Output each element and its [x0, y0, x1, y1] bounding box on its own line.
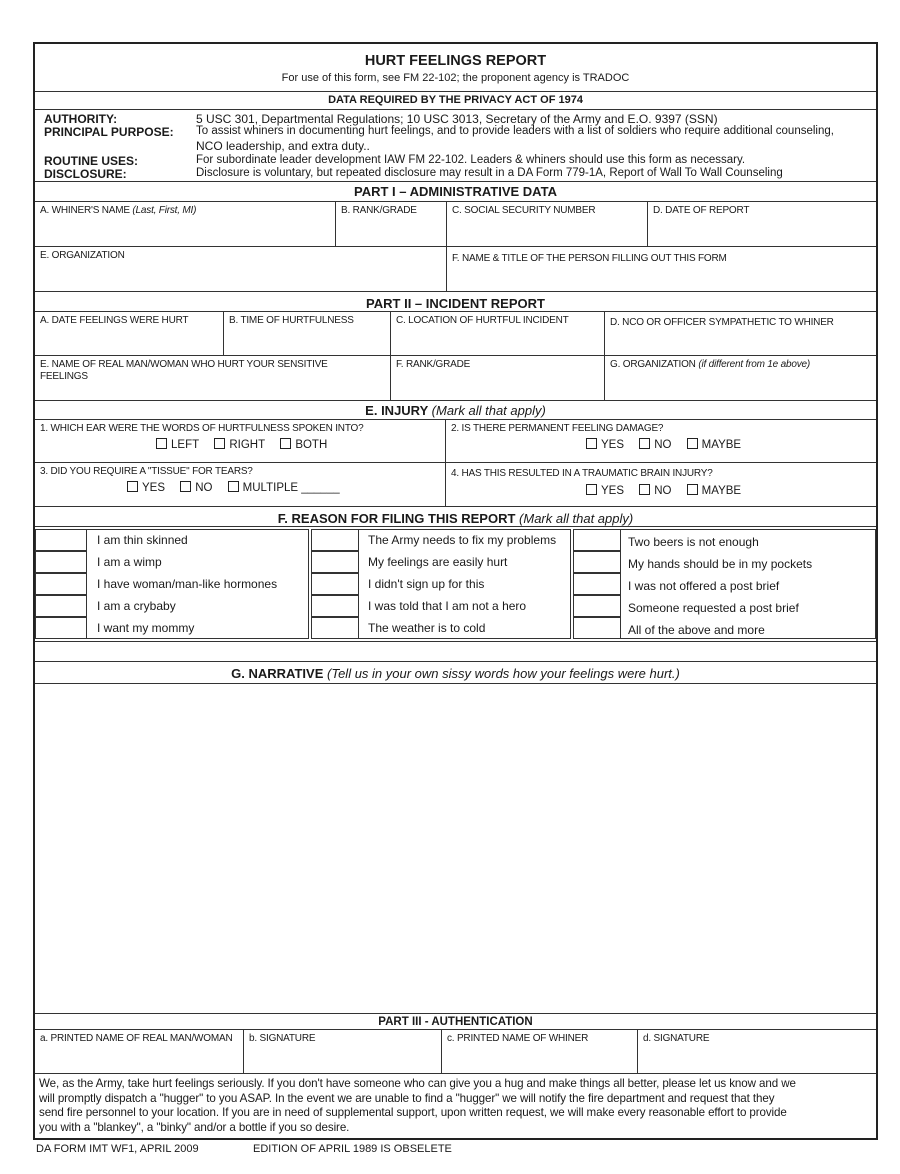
privacy-bar	[35, 92, 876, 110]
question-ear-label: 1. WHICH EAR WERE THE WORDS OF HURTFULNESS SPOKEN INTO?	[40, 423, 364, 434]
question-brain-injury	[445, 463, 876, 506]
tissue-multiple-option[interactable]: MULTIPLE ______	[228, 482, 340, 494]
ear-right-checkbox[interactable]	[214, 438, 225, 449]
disclosure-label: DISCLOSURE:	[44, 167, 127, 181]
ear-both-checkbox[interactable]	[280, 438, 291, 449]
reason-checkbox[interactable]	[573, 551, 621, 573]
reason-checkbox[interactable]	[573, 529, 621, 551]
reason-item: I have woman/man-like hormones	[97, 577, 278, 591]
injury-bar	[35, 401, 876, 420]
part2-row2	[35, 356, 876, 401]
offender-signature-label: b. SIGNATURE	[249, 1033, 316, 1044]
whiner-printed-name-label: c. PRINTED NAME OF WHINER	[447, 1033, 589, 1044]
reason-item: I was told that I am not a hero	[368, 599, 527, 613]
reason-checkbox[interactable]	[573, 617, 621, 639]
form-title: HURT FEELINGS REPORT	[364, 53, 547, 69]
location-field[interactable]	[390, 312, 604, 355]
reasons-spacer	[35, 642, 876, 662]
reason-checkbox[interactable]	[573, 595, 621, 617]
tissue-yes-checkbox[interactable]	[127, 481, 138, 492]
filer-name-title-field[interactable]	[446, 247, 876, 291]
offender-org-field[interactable]	[604, 356, 876, 400]
damage-no-checkbox[interactable]	[639, 438, 650, 449]
offender-name-field[interactable]	[35, 356, 390, 400]
reasons-title: F. REASON FOR FILING THIS REPORT	[277, 511, 516, 526]
offender-rank-label: F. RANK/GRADE	[396, 359, 471, 370]
injury-row1	[35, 420, 876, 463]
tissue-no-checkbox[interactable]	[180, 481, 191, 492]
part1-row2	[35, 247, 876, 292]
part3-bar	[35, 1014, 876, 1030]
closing-line: We, as the Army, take hurt feelings seriously. If you don't have someone who can give you a hug and make things all better, please let us know and we	[39, 1077, 796, 1090]
purpose-text-2: NCO leadership, and extra duty..	[196, 139, 370, 153]
part3-title: PART III - AUTHENTICATION	[378, 1016, 533, 1028]
question-brain-injury-label: 4. HAS THIS RESULTED IN A TRAUMATIC BRAIN INJURY?	[451, 468, 713, 479]
tissue-multiple-checkbox[interactable]	[228, 481, 239, 492]
narrative-hint: (Tell us in your own sissy words how your feelings were hurt.)	[327, 666, 680, 681]
reason-item: All of the above and more	[628, 623, 765, 637]
damage-yes-option[interactable]: YES	[586, 439, 624, 451]
reason-checkbox[interactable]	[311, 529, 359, 551]
narrative-title: G. NARRATIVE	[231, 666, 324, 681]
whiner-signature-field[interactable]	[637, 1030, 876, 1073]
reason-checkbox[interactable]	[35, 595, 87, 617]
damage-maybe-option[interactable]: MAYBE	[687, 439, 741, 451]
whiner-name-hint: (Last, First, MI)	[132, 205, 197, 216]
question-tissue-label: 3. DID YOU REQUIRE A "TISSUE" FOR TEARS?	[40, 466, 253, 477]
filer-name-title-label: F. NAME & TITLE OF THE PERSON FILLING OUT THIS FORM	[452, 253, 727, 264]
damage-maybe-checkbox[interactable]	[687, 438, 698, 449]
ear-both-option[interactable]: BOTH	[280, 439, 327, 451]
brain-no-option[interactable]: NO	[639, 485, 671, 497]
edition-note: EDITION OF APRIL 1989 IS OBSELETE	[253, 1143, 452, 1155]
reason-item: I didn't sign up for this	[368, 577, 485, 591]
whiner-printed-name-field[interactable]	[441, 1030, 637, 1073]
brain-maybe-option[interactable]: MAYBE	[687, 485, 741, 497]
question-damage	[445, 420, 876, 462]
part1-bar	[35, 182, 876, 202]
offender-printed-name-label: a. PRINTED NAME OF REAL MAN/WOMAN	[40, 1033, 233, 1044]
ear-right-option[interactable]: RIGHT	[214, 439, 265, 451]
whiner-name-label: A. WHINER'S NAME	[40, 205, 130, 216]
question-ear	[35, 420, 445, 462]
offender-org-label: G. ORGANIZATION	[610, 359, 696, 370]
reason-item: I am a crybaby	[97, 599, 176, 613]
reason-checkbox[interactable]	[35, 573, 87, 595]
part2-row1	[35, 312, 876, 356]
rank-grade-label: B. RANK/GRADE	[341, 205, 417, 216]
reason-checkbox[interactable]	[311, 551, 359, 573]
routine-text: For subordinate leader development IAW FM 22-102. Leaders & whiners should use this form as necessary.	[196, 154, 746, 166]
reason-checkbox[interactable]	[35, 551, 87, 573]
whiner-name-field[interactable]	[35, 202, 335, 246]
form-subtitle: For use of this form, see FM 22-102; the proponent agency is TRADOC	[281, 72, 630, 84]
reason-checkbox[interactable]	[311, 595, 359, 617]
date-hurt-label: A. DATE FEELINGS WERE HURT	[40, 315, 189, 326]
damage-yes-checkbox[interactable]	[586, 438, 597, 449]
part1-row1	[35, 202, 876, 247]
reason-item: Two beers is not enough	[628, 535, 759, 549]
date-hurt-field[interactable]	[35, 312, 223, 355]
tissue-yes-option[interactable]: YES	[127, 482, 165, 494]
privacy-bar-title: DATA REQUIRED BY THE PRIVACY ACT OF 1974	[328, 94, 583, 106]
injury-title: E. INJURY	[365, 403, 429, 418]
time-hurt-field[interactable]	[223, 312, 390, 355]
sympathetic-nco-field[interactable]	[604, 312, 876, 355]
reasons-grid	[35, 527, 876, 642]
reason-item: I am thin skinned	[97, 533, 188, 547]
reason-checkbox[interactable]	[311, 617, 359, 639]
ssn-field[interactable]	[446, 202, 647, 246]
ear-left-option[interactable]: LEFT	[156, 439, 199, 451]
sympathetic-nco-label: D. NCO OR OFFICER SYMPATHETIC TO WHINER	[610, 317, 834, 328]
question-damage-label: 2. IS THERE PERMANENT FEELING DAMAGE?	[451, 423, 664, 434]
closing-line: will promptly dispatch a "hugger" to you ASAP. In the event we are unable to find a "hugger" we will notify the fire department and request that they	[39, 1091, 775, 1105]
offender-signature-field[interactable]	[243, 1030, 441, 1073]
offender-printed-name-field[interactable]	[35, 1030, 243, 1073]
purpose-label: PRINCIPAL PURPOSE:	[44, 125, 174, 139]
hurt-feelings-form	[33, 42, 878, 1140]
part1-title: PART I – ADMINISTRATIVE DATA	[354, 184, 557, 199]
authority-label: AUTHORITY:	[44, 112, 118, 126]
part2-title: PART II – INCIDENT REPORT	[366, 296, 545, 311]
form-id: DA FORM IMT WF1, APRIL 2009	[36, 1143, 199, 1155]
tissue-no-option[interactable]: NO	[180, 482, 212, 494]
offender-name-label: E. NAME OF REAL MAN/WOMAN WHO HURT YOUR SENSITIVE FEELINGS	[40, 359, 328, 382]
form-header	[35, 44, 876, 92]
disclosure-text: Disclosure is voluntary, but repeated disclosure may result in a DA Form 779-1A, Report of Wall To Wall Counseling	[196, 167, 783, 179]
offender-org-hint: (if different from 1e above)	[698, 359, 810, 370]
brain-yes-checkbox[interactable]	[586, 484, 597, 495]
location-label: C. LOCATION OF HURTFUL INCIDENT	[396, 315, 569, 326]
reasons-bar	[35, 507, 876, 527]
brain-no-checkbox[interactable]	[639, 484, 650, 495]
narrative-bar	[35, 662, 876, 684]
part3-row	[35, 1030, 876, 1074]
reason-item: The weather is to cold	[368, 621, 486, 635]
reason-item: I want my mommy	[97, 621, 195, 635]
damage-no-option[interactable]: NO	[639, 439, 671, 451]
reason-item: I am a wimp	[97, 555, 162, 569]
offender-rank-field[interactable]	[390, 356, 604, 400]
injury-row2	[35, 463, 876, 507]
report-date-field[interactable]	[647, 202, 876, 246]
question-tissue	[35, 463, 445, 506]
organization-field[interactable]	[35, 247, 446, 291]
routine-label: ROUTINE USES:	[44, 154, 139, 168]
injury-hint: (Mark all that apply)	[431, 403, 546, 418]
ear-left-checkbox[interactable]	[156, 438, 167, 449]
rank-grade-field[interactable]	[335, 202, 446, 246]
reason-item: My feelings are easily hurt	[368, 555, 508, 569]
closing-line: send fire personnel to your location. If you are in need of supplemental support, upon written request, we will make every reasonable effort to provide	[39, 1106, 787, 1119]
reason-item: My hands should be in my pockets	[628, 557, 813, 571]
part2-bar	[35, 292, 876, 312]
reason-checkbox[interactable]	[573, 573, 621, 595]
authority-text: 5 USC 301, Departmental Regulations; 10 USC 3013, Secretary of the Army and E.O. 9397 (SSN)	[196, 112, 718, 126]
whiner-signature-label: d. SIGNATURE	[643, 1033, 710, 1044]
organization-label: E. ORGANIZATION	[40, 250, 125, 261]
brain-maybe-checkbox[interactable]	[687, 484, 698, 495]
brain-yes-option[interactable]: YES	[586, 485, 624, 497]
reason-checkbox[interactable]	[35, 617, 87, 639]
narrative-textarea[interactable]	[35, 684, 876, 1014]
reason-item: Someone requested a post brief	[628, 601, 799, 615]
time-hurt-label: B. TIME OF HURTFULNESS	[229, 315, 354, 326]
purpose-text-1: To assist whiners in documenting hurt feelings, and to provide leaders with a list of soldiers who require additional counseling,	[196, 125, 834, 137]
ssn-label: C. SOCIAL SECURITY NUMBER	[452, 205, 596, 216]
closing-paragraph	[39, 1077, 874, 1135]
reason-checkbox[interactable]	[311, 573, 359, 595]
report-date-label: D. DATE OF REPORT	[653, 205, 750, 216]
reason-item: The Army needs to fix my problems	[368, 533, 557, 547]
reasons-hint: (Mark all that apply)	[519, 511, 634, 526]
closing-line: you with a "blankey", a "binky" and/or a bottle if you so desire.	[39, 1120, 350, 1134]
reason-item: I was not offered a post brief	[628, 579, 780, 593]
reason-checkbox[interactable]	[35, 529, 87, 551]
privacy-section	[35, 110, 876, 182]
